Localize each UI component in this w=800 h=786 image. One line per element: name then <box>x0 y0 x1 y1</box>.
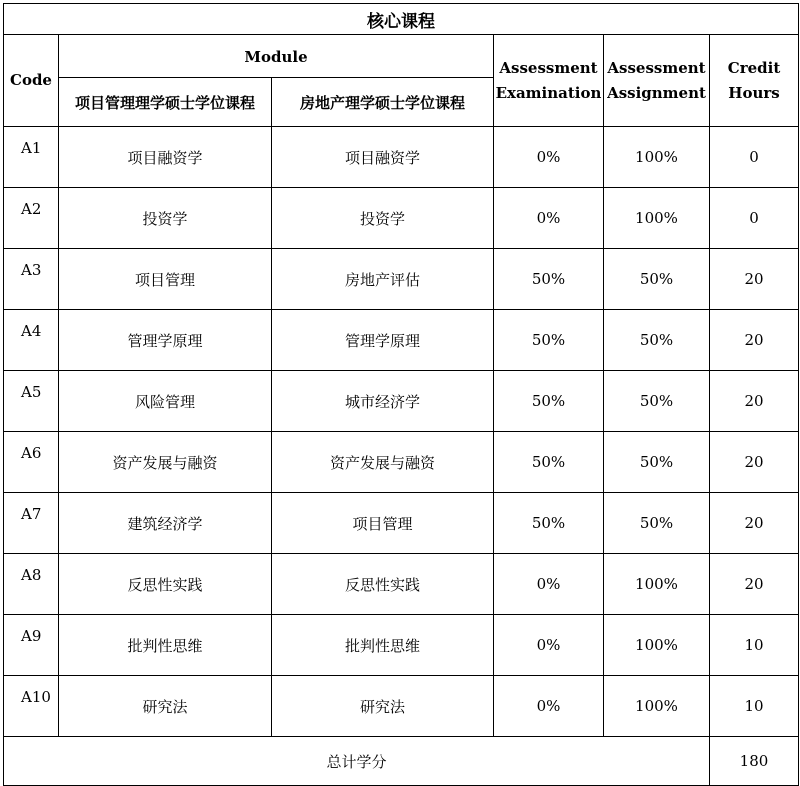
row-module-re: 批判性思维 <box>272 615 494 676</box>
row-module-pm: 批判性思维 <box>59 615 272 676</box>
table-row <box>4 249 799 310</box>
row-assign: 50% <box>604 432 710 493</box>
row-exam: 50% <box>494 493 604 554</box>
row-exam: 50% <box>494 432 604 493</box>
row-module-re: 反思性实践 <box>272 554 494 615</box>
row-module-pm: 建筑经济学 <box>59 493 272 554</box>
table-row <box>4 676 799 737</box>
row-module-pm: 项目融资学 <box>59 127 272 188</box>
row-module-re: 管理学原理 <box>272 310 494 371</box>
row-exam: 0% <box>494 615 604 676</box>
row-assign: 50% <box>604 249 710 310</box>
row-assign: 50% <box>604 371 710 432</box>
row-code: A8 <box>4 554 59 615</box>
row-assign: 50% <box>604 310 710 371</box>
table-row <box>4 188 799 249</box>
row-assign: 100% <box>604 615 710 676</box>
row-credit: 10 <box>710 615 799 676</box>
row-module-re: 房地产评估 <box>272 249 494 310</box>
row-code: A5 <box>4 371 59 432</box>
row-module-re: 项目融资学 <box>272 127 494 188</box>
table-row <box>4 371 799 432</box>
row-assign: 100% <box>604 676 710 737</box>
row-code: A1 <box>4 127 59 188</box>
row-exam: 0% <box>494 554 604 615</box>
module-re-header: 房地产理学硕士学位课程 <box>272 78 494 127</box>
assign-header-text: Assessment Assignment <box>607 58 706 102</box>
code-header: Code <box>4 35 59 127</box>
row-exam: 50% <box>494 310 604 371</box>
row-credit: 20 <box>710 493 799 554</box>
row-credit: 10 <box>710 676 799 737</box>
row-exam: 0% <box>494 127 604 188</box>
row-assign: 100% <box>604 188 710 249</box>
row-code: A7 <box>4 493 59 554</box>
credit-header <box>710 35 799 127</box>
exam-header <box>494 35 604 127</box>
row-module-pm: 管理学原理 <box>59 310 272 371</box>
assign-header <box>604 35 710 127</box>
row-assign: 50% <box>604 493 710 554</box>
row-module-pm: 项目管理 <box>59 249 272 310</box>
row-module-re: 研究法 <box>272 676 494 737</box>
row-assign: 100% <box>604 554 710 615</box>
row-credit: 0 <box>710 188 799 249</box>
table-row <box>4 127 799 188</box>
row-credit: 0 <box>710 127 799 188</box>
row-code: A6 <box>4 432 59 493</box>
exam-header-text: Assessment Examination <box>495 58 602 102</box>
core-courses-table <box>3 3 799 786</box>
row-code: A3 <box>4 249 59 310</box>
row-credit: 20 <box>710 371 799 432</box>
row-code: A2 <box>4 188 59 249</box>
row-module-re: 城市经济学 <box>272 371 494 432</box>
table-row <box>4 310 799 371</box>
row-module-re: 投资学 <box>272 188 494 249</box>
row-module-pm: 风险管理 <box>59 371 272 432</box>
total-label: 总计学分 <box>4 737 710 786</box>
row-credit: 20 <box>710 554 799 615</box>
table-row <box>4 432 799 493</box>
total-value: 180 <box>710 737 799 786</box>
module-pm-header: 项目管理理学硕士学位课程 <box>59 78 272 127</box>
module-header: Module <box>59 35 494 78</box>
row-module-re: 项目管理 <box>272 493 494 554</box>
row-code: A9 <box>4 615 59 676</box>
row-exam: 0% <box>494 676 604 737</box>
row-module-pm: 研究法 <box>59 676 272 737</box>
row-code: A10 <box>4 676 59 737</box>
row-code: A4 <box>4 310 59 371</box>
row-credit: 20 <box>710 432 799 493</box>
row-exam: 50% <box>494 249 604 310</box>
row-exam: 0% <box>494 188 604 249</box>
row-module-pm: 投资学 <box>59 188 272 249</box>
table-row <box>4 615 799 676</box>
table-row <box>4 493 799 554</box>
row-assign: 100% <box>604 127 710 188</box>
table-row <box>4 554 799 615</box>
row-credit: 20 <box>710 249 799 310</box>
credit-header-text: Credit Hours <box>727 58 781 102</box>
table-title: 核心课程 <box>4 4 799 35</box>
row-module-pm: 反思性实践 <box>59 554 272 615</box>
row-exam: 50% <box>494 371 604 432</box>
row-credit: 20 <box>710 310 799 371</box>
row-module-re: 资产发展与融资 <box>272 432 494 493</box>
row-module-pm: 资产发展与融资 <box>59 432 272 493</box>
